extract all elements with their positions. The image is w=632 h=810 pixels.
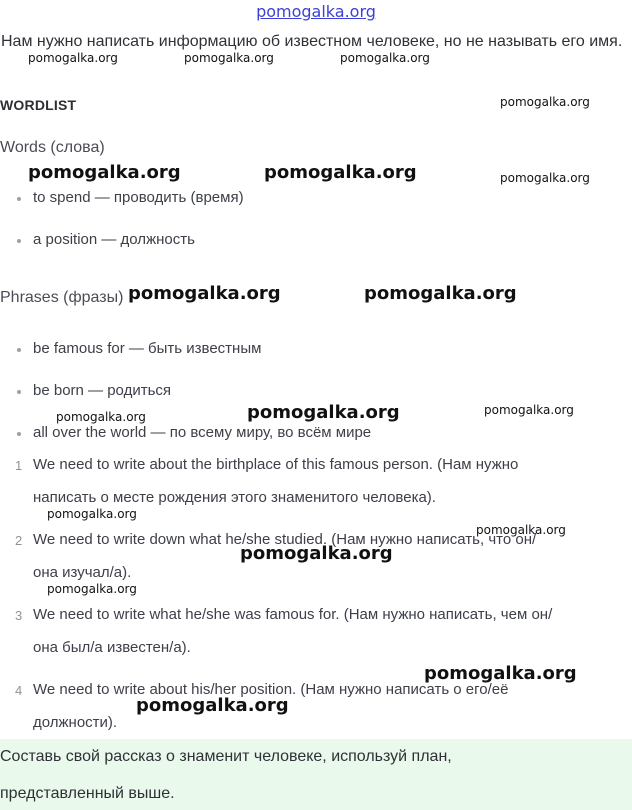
- bullet-dot: [17, 239, 21, 243]
- wordlist-heading: WORDLIST: [0, 97, 77, 113]
- intro-paragraph: Нам нужно написать информацию об известном человеке, но не называть его имя.: [1, 33, 623, 50]
- watermark: pomogalka.org: [28, 162, 181, 183]
- words-heading: Words (слова): [0, 139, 105, 156]
- watermark: pomogalka.org: [484, 403, 574, 417]
- plan-item-line: We need to write what he/she was famous for. (Нам нужно написать, чем он/: [33, 606, 553, 623]
- list-item: all over the world — по всему миру, во всём мире: [33, 424, 372, 441]
- site-link[interactable]: pomogalka.org: [256, 2, 376, 21]
- plan-item-line: We need to write about his/her position. (Нам нужно написать о его/её: [33, 681, 509, 698]
- task-line: представленный выше.: [0, 785, 175, 802]
- plan-item-line: она изучал/а).: [33, 564, 132, 581]
- task-line: Составь свой рассказ о знаменит человеке, используй план,: [0, 748, 452, 765]
- bullet-dot: [17, 432, 21, 436]
- list-item: be famous for — быть известным: [33, 340, 262, 357]
- plan-item-line: написать о месте рождения этого знаменитого человека).: [33, 489, 436, 506]
- bullet-dot: [17, 197, 21, 201]
- watermark: pomogalka.org: [476, 523, 566, 537]
- plan-number: 2: [15, 533, 23, 548]
- watermark: pomogalka.org: [184, 51, 274, 65]
- list-item: to spend — проводить (время): [33, 189, 244, 206]
- watermark: pomogalka.org: [56, 410, 146, 424]
- watermark: pomogalka.org: [47, 507, 137, 521]
- plan-item-line: We need to write down what he/she studied. (Нам нужно написать, что он/: [33, 531, 537, 548]
- plan-item-line: должности).: [33, 714, 118, 731]
- plan-number: 1: [15, 458, 23, 473]
- watermark: pomogalka.org: [500, 171, 590, 185]
- plan-number: 3: [15, 608, 23, 623]
- bullet-dot: [17, 348, 21, 352]
- watermark: pomogalka.org: [240, 543, 393, 564]
- bullet-dot: [17, 390, 21, 394]
- watermark: pomogalka.org: [28, 51, 118, 65]
- watermark: pomogalka.org: [424, 663, 577, 684]
- plan-number: 4: [15, 683, 23, 698]
- plan-item-line: она был/а известен/а).: [33, 639, 191, 656]
- watermark: pomogalka.org: [340, 51, 430, 65]
- watermark: pomogalka.org: [364, 283, 517, 304]
- plan-item-line: We need to write about the birthplace of this famous person. (Нам нужно: [33, 456, 519, 473]
- list-item: be born — родиться: [33, 382, 172, 399]
- list-item: a position — должность: [33, 231, 195, 248]
- watermark: pomogalka.org: [47, 582, 137, 596]
- watermark: pomogalka.org: [128, 283, 281, 304]
- watermark: pomogalka.org: [500, 95, 590, 109]
- watermark: pomogalka.org: [247, 402, 400, 423]
- phrases-heading: Phrases (фразы): [0, 289, 124, 306]
- watermark: pomogalka.org: [136, 695, 289, 716]
- watermark: pomogalka.org: [264, 162, 417, 183]
